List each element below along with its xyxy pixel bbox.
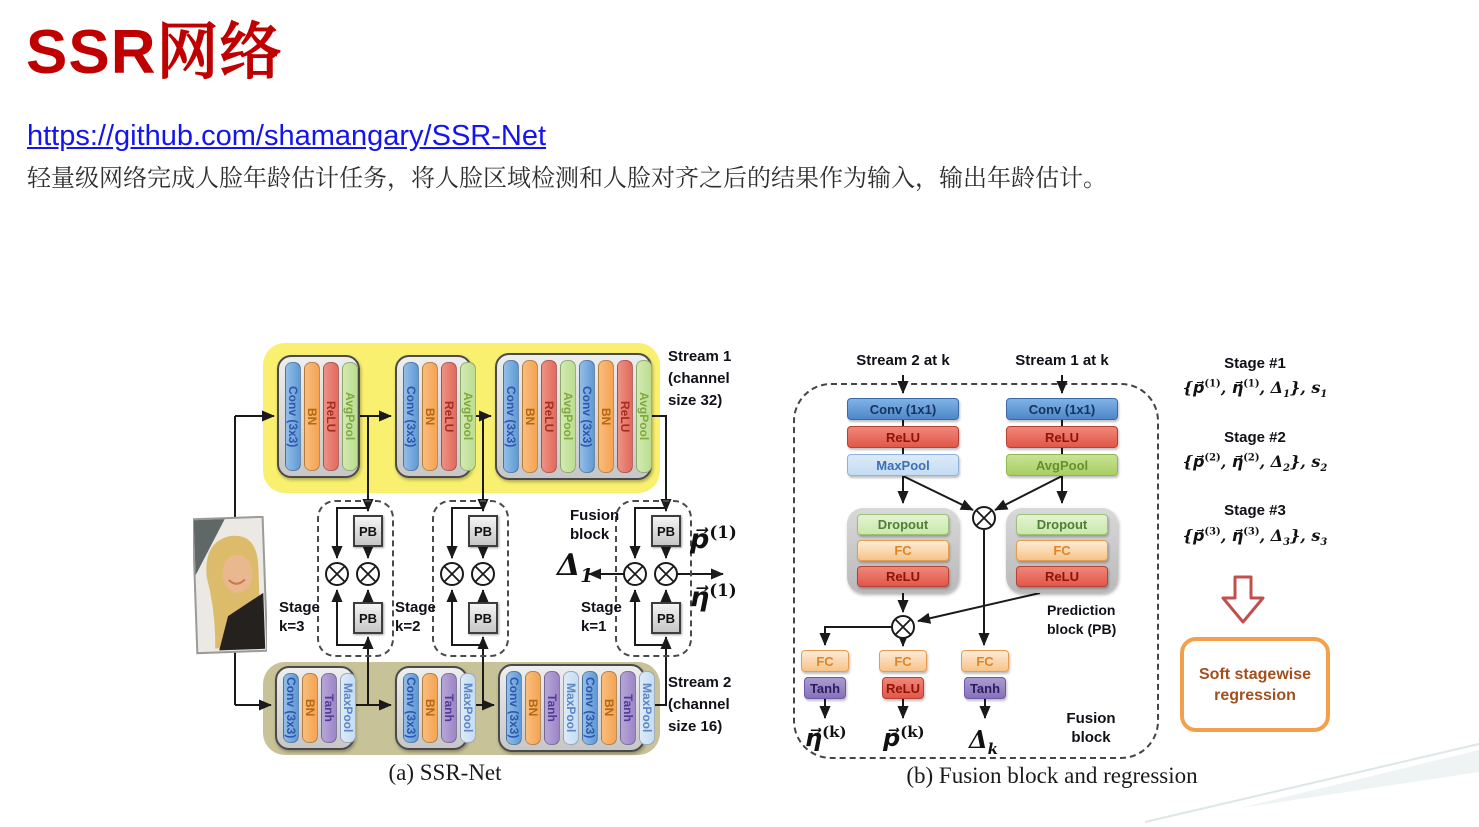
avgpool-layer: AvgPool	[636, 360, 652, 473]
fc-layer: FC	[961, 650, 1009, 672]
page-title: SSR网络	[26, 18, 283, 87]
pb-block: PB	[651, 515, 681, 547]
delta-k-output: $\Delta_k$	[969, 725, 998, 758]
delta1-output: $\Delta_1$	[557, 548, 594, 587]
fc-layer: FC	[879, 650, 927, 672]
maxpool-layer: MaxPool	[460, 673, 476, 743]
description-text: 轻量级网络完成人脸年龄估计任务，将人脸区域检测和人脸对齐之后的结果作为输入，输出年龄估计。	[27, 165, 1107, 192]
tanh-layer: Tanh	[544, 671, 560, 745]
avgpool-layer: AvgPool	[1006, 454, 1118, 476]
dropout-layer: Dropout	[1016, 514, 1108, 535]
stage-k3-label: Stage k=3	[279, 599, 320, 635]
avgpool-layer: AvgPool	[560, 360, 576, 473]
relu-layer: ReLU	[541, 360, 557, 473]
diagram-a-ssr-net	[185, 330, 785, 795]
soft-stagewise-regression-box: Soft stagewise regression	[1180, 637, 1330, 732]
bn-layer: BN	[422, 673, 438, 743]
tanh-layer: Tanh	[964, 677, 1006, 699]
fusion-block-label-b: Fusion block	[1066, 710, 1116, 746]
stream1-block-2	[395, 355, 475, 478]
tanh-layer: Tanh	[620, 671, 636, 745]
maxpool-layer: MaxPool	[563, 671, 579, 745]
stream1-at-k-header: Stream 1 at k	[1015, 352, 1109, 369]
down-arrow-icon	[1220, 575, 1266, 625]
stage3-formula: {p⃗$^{(3)}$, η⃗$^{(3)}$, $\Delta_3$}, $s_3$	[1182, 526, 1328, 549]
relu-layer: ReLU	[1016, 566, 1108, 587]
bn-layer: BN	[522, 360, 538, 473]
conv1x1-layer: Conv (1x1)	[1006, 398, 1118, 420]
pb-block: PB	[468, 515, 498, 547]
avgpool-layer: AvgPool	[342, 362, 358, 471]
pb-block: PB	[353, 602, 383, 634]
stream2-block-2	[395, 666, 475, 750]
stream1-block-1	[277, 355, 360, 478]
stage1-formula: {p⃗$^{(1)}$, η⃗$^{(1)}$, $\Delta_1$}, $s_1$	[1182, 378, 1328, 401]
caption-b: (b) Fusion block and regression	[906, 763, 1198, 788]
relu-layer: ReLU	[323, 362, 339, 471]
eta-k-output: η⃗$^{(k)}$	[805, 723, 847, 752]
tanh-layer: Tanh	[441, 673, 457, 743]
stage1-title: Stage #1	[1224, 355, 1286, 372]
bn-layer: BN	[422, 362, 438, 471]
conv-layer: Conv (3x3)	[506, 671, 522, 745]
maxpool-layer: MaxPool	[340, 673, 356, 743]
stage-k1-label: Stage k=1	[581, 599, 622, 635]
bn-layer: BN	[302, 673, 318, 743]
bn-layer: BN	[601, 671, 617, 745]
stage-k2-label: Stage k=2	[395, 599, 436, 635]
stage2-formula: {p⃗$^{(2)}$, η⃗$^{(2)}$, $\Delta_2$}, $s_2$	[1182, 452, 1328, 475]
fc-layer: FC	[1016, 540, 1108, 561]
relu-layer: ReLU	[441, 362, 457, 471]
bn-layer: BN	[304, 362, 320, 471]
conv-layer: Conv (3x3)	[283, 673, 299, 743]
p-k-output: p⃗$^{(k)}$	[883, 723, 925, 752]
stream2-at-k-header: Stream 2 at k	[856, 352, 950, 369]
conv-layer: Conv (3x3)	[403, 673, 419, 743]
relu-layer: ReLU	[617, 360, 633, 473]
github-link[interactable]: https://github.com/shamangary/SSR-Net	[27, 120, 547, 152]
conv-layer: Conv (3x3)	[403, 362, 419, 471]
conv1x1-layer: Conv (1x1)	[847, 398, 959, 420]
stream2-block-3	[498, 664, 654, 752]
tanh-layer: Tanh	[804, 677, 846, 699]
relu-layer: ReLU	[847, 426, 959, 448]
p1-output: p⃗$^{(1)}$	[690, 522, 737, 555]
eta1-output: η⃗$^{(1)}$	[690, 580, 737, 613]
relu-layer: ReLU	[882, 677, 924, 699]
stream2-label: Stream 2 (channel size 16)	[668, 674, 732, 735]
prediction-block-label: Prediction block (PB)	[1047, 602, 1117, 637]
avgpool-layer: AvgPool	[460, 362, 476, 471]
relu-layer: ReLU	[857, 566, 949, 587]
maxpool-layer: MaxPool	[639, 671, 655, 745]
stage3-title: Stage #3	[1224, 502, 1286, 519]
stages-panel	[1180, 345, 1470, 765]
input-face-photo	[193, 516, 267, 656]
stage2-title: Stage #2	[1224, 429, 1286, 446]
relu-layer: ReLU	[1006, 426, 1118, 448]
dropout-layer: Dropout	[857, 514, 949, 535]
fc-layer: FC	[857, 540, 949, 561]
stream1-label: Stream 1 (channel size 32)	[668, 348, 732, 409]
conv-layer: Conv (3x3)	[503, 360, 519, 473]
conv-layer: Conv (3x3)	[285, 362, 301, 471]
caption-a: (a) SSR-Net	[388, 760, 502, 785]
conv-layer: Conv (3x3)	[582, 671, 598, 745]
maxpool-layer: MaxPool	[847, 454, 959, 476]
fc-layer: FC	[801, 650, 849, 672]
diagram-b-fusion-block	[785, 345, 1215, 795]
conv-layer: Conv (3x3)	[579, 360, 595, 473]
tanh-layer: Tanh	[321, 673, 337, 743]
pb-block: PB	[651, 602, 681, 634]
pb-block: PB	[468, 602, 498, 634]
pb-block: PB	[353, 515, 383, 547]
bn-layer: BN	[525, 671, 541, 745]
bn-layer: BN	[598, 360, 614, 473]
stream1-block-3	[495, 353, 652, 480]
fusion-block-label: Fusion block	[570, 507, 620, 543]
stream2-block-1	[275, 666, 355, 750]
